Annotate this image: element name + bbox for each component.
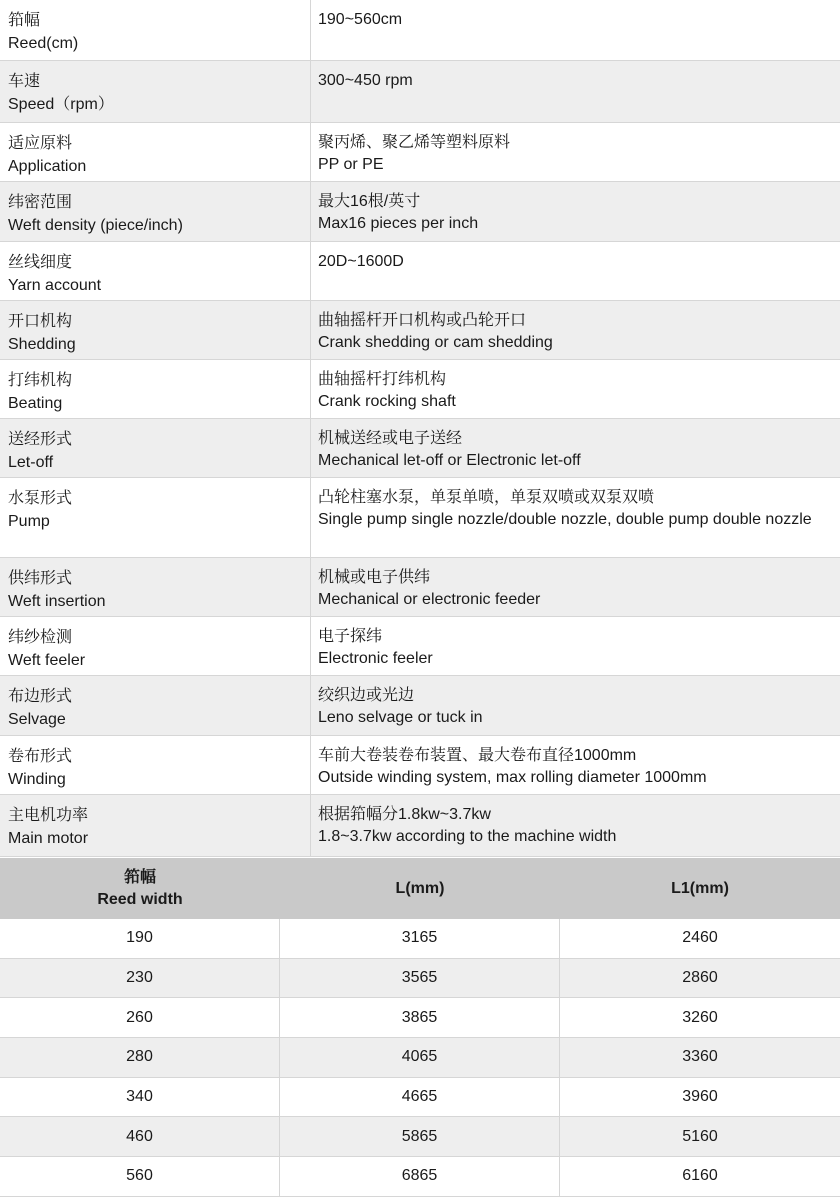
header-l1-label: L1(mm) (671, 879, 729, 897)
spec-value-line: 电子探纬 (318, 628, 383, 645)
spec-value-line: 190~560cm (318, 11, 403, 28)
spec-row-yarn-account (0, 242, 840, 301)
spec-value-line: 机械送经或电子送经 (318, 430, 463, 447)
spec-value (311, 360, 840, 418)
spec-label (0, 242, 311, 300)
spec-row-let-off (0, 419, 840, 478)
spec-value (311, 795, 840, 856)
cell-l: 3865 (280, 998, 560, 1037)
spec-label (0, 123, 311, 181)
spec-label-en: Weft insertion (8, 593, 106, 610)
spec-row-selvage (0, 676, 840, 736)
spec-value-line: Single pump single nozzle/double nozzle, double pump double nozzle (318, 511, 812, 528)
spec-row-main-motor (0, 795, 840, 857)
spec-value (311, 182, 840, 241)
spec-row-weft-feeler (0, 617, 840, 676)
spec-label-cn: 送经形式 (8, 431, 73, 448)
spec-value-line: Mechanical or electronic feeder (318, 591, 541, 608)
spec-label-en: Speed（rpm） (8, 96, 114, 113)
spec-label-en: Pump (8, 513, 50, 530)
table-row (0, 919, 840, 959)
spec-value (311, 676, 840, 735)
spec-label (0, 0, 311, 60)
spec-value (311, 0, 840, 60)
spec-label (0, 61, 311, 122)
spec-label (0, 360, 311, 418)
cell-l1: 3960 (682, 1088, 718, 1106)
spec-row-application (0, 123, 840, 182)
header-l-label: L(mm) (395, 879, 445, 897)
spec-value-line: 车前大卷装卷布装置、最大卷布直径1000mm (318, 747, 637, 764)
spec-label-en: Selvage (8, 711, 66, 728)
spec-value-line: 曲轴摇杆开口机构或凸轮开口 (318, 312, 527, 329)
spec-label-cn: 筘幅 (8, 12, 41, 29)
dimension-table (0, 858, 840, 1197)
spec-value-line: Mechanical let-off or Electronic let-off (318, 452, 581, 469)
spec-value-line: Electronic feeler (318, 650, 433, 667)
spec-value-line: 绞织边或光边 (318, 687, 415, 704)
spec-value (311, 242, 840, 300)
spec-label-cn: 丝线细度 (8, 254, 73, 271)
spec-value (311, 123, 840, 181)
cell-l1: 2460 (682, 929, 718, 947)
spec-label (0, 736, 311, 794)
header-reed-cn: 筘幅 (123, 868, 156, 886)
spec-value-line: Crank rocking shaft (318, 393, 456, 410)
spec-label-cn: 适应原料 (8, 135, 73, 152)
spec-label-cn: 纬纱检测 (8, 629, 73, 646)
dimension-table-header (0, 858, 840, 919)
spec-label-en: Winding (8, 771, 66, 788)
spec-label-en: Application (8, 158, 87, 175)
spec-label-en: Yarn account (8, 277, 102, 294)
spec-value-line: Crank shedding or cam shedding (318, 334, 553, 351)
spec-label-en: Main motor (8, 830, 89, 847)
cell-l: 5865 (280, 1117, 560, 1156)
spec-label (0, 478, 311, 557)
spec-value (311, 478, 840, 557)
spec-value (311, 558, 840, 616)
spec-label-cn: 主电机功率 (8, 807, 89, 824)
spec-value-line: 曲轴摇杆打纬机构 (318, 371, 447, 388)
spec-value-line: 1.8~3.7kw according to the machine width (318, 828, 617, 845)
cell-reed-width: 190 (0, 919, 280, 958)
spec-value (311, 301, 840, 359)
spec-value-line: 300~450 rpm (318, 72, 413, 89)
spec-value (311, 736, 840, 794)
table-row (0, 1117, 840, 1157)
header-l (280, 858, 560, 919)
table-row (0, 959, 840, 999)
cell-l1: 3260 (682, 1008, 718, 1026)
cell-l1: 6160 (682, 1167, 718, 1185)
spec-value-line: Max16 pieces per inch (318, 215, 479, 232)
spec-value-line: Leno selvage or tuck in (318, 709, 483, 726)
spec-label-cn: 纬密范围 (8, 194, 73, 211)
spec-value-line: 根据筘幅分1.8kw~3.7kw (318, 806, 491, 823)
spec-row-winding (0, 736, 840, 795)
table-row (0, 1078, 840, 1118)
spec-row-reed (0, 0, 840, 61)
spec-row-pump (0, 478, 840, 558)
spec-value (311, 61, 840, 122)
spec-row-speed (0, 61, 840, 123)
table-row (0, 1157, 840, 1197)
spec-label-cn: 打纬机构 (8, 372, 73, 389)
spec-label (0, 182, 311, 241)
spec-label-en: Shedding (8, 336, 76, 353)
spec-label-en: Beating (8, 395, 63, 412)
spec-label (0, 419, 311, 477)
spec-label (0, 676, 311, 735)
spec-label (0, 558, 311, 616)
spec-row-shedding (0, 301, 840, 360)
cell-l: 3165 (280, 919, 560, 958)
spec-label (0, 617, 311, 675)
spec-row-weft-density (0, 182, 840, 242)
spec-value-line: 机械或电子供纬 (318, 569, 431, 586)
spec-label-cn: 开口机构 (8, 313, 73, 330)
cell-l1: 2860 (682, 969, 718, 987)
cell-reed-width: 460 (0, 1117, 280, 1156)
cell-reed-width: 230 (0, 959, 280, 998)
header-reed-width (0, 858, 280, 919)
cell-l: 4065 (280, 1038, 560, 1077)
spec-value-line: Outside winding system, max rolling diameter 1000mm (318, 769, 707, 786)
spec-label-cn: 卷布形式 (8, 748, 73, 765)
table-row (0, 1038, 840, 1078)
spec-row-weft-insertion (0, 558, 840, 617)
cell-l: 6865 (280, 1157, 560, 1196)
spec-value (311, 617, 840, 675)
cell-l1: 5160 (682, 1127, 718, 1145)
cell-reed-width: 280 (0, 1038, 280, 1077)
spec-value-line: PP or PE (318, 156, 384, 173)
spec-label (0, 795, 311, 856)
spec-label-cn: 水泵形式 (8, 490, 73, 507)
cell-l: 3565 (280, 959, 560, 998)
header-reed-en: Reed width (97, 890, 183, 908)
spec-label-cn: 布边形式 (8, 688, 73, 705)
spec-value-line: 最大16根/英寸 (318, 193, 421, 210)
spec-value-line: 20D~1600D (318, 253, 404, 270)
spec-label-en: Let-off (8, 454, 54, 471)
spec-label-en: Reed(cm) (8, 35, 79, 52)
spec-value (311, 419, 840, 477)
spec-row-beating (0, 360, 840, 419)
spec-label-cn: 车速 (8, 73, 41, 90)
spec-label-en: Weft feeler (8, 652, 86, 669)
cell-l: 4665 (280, 1078, 560, 1117)
cell-reed-width: 340 (0, 1078, 280, 1117)
cell-l1: 3360 (682, 1048, 718, 1066)
table-row (0, 998, 840, 1038)
spec-value-line: 凸轮柱塞水泵，单泵单喷，单泵双喷或双泵双喷 (318, 489, 655, 506)
header-l1 (560, 858, 840, 919)
spec-label (0, 301, 311, 359)
spec-value-line: 聚丙烯、聚乙烯等塑料原料 (318, 134, 511, 151)
cell-reed-width: 560 (0, 1157, 280, 1196)
spec-label-en: Weft density (piece/inch) (8, 217, 183, 234)
cell-reed-width: 260 (0, 998, 280, 1037)
spec-label-cn: 供纬形式 (8, 570, 73, 587)
